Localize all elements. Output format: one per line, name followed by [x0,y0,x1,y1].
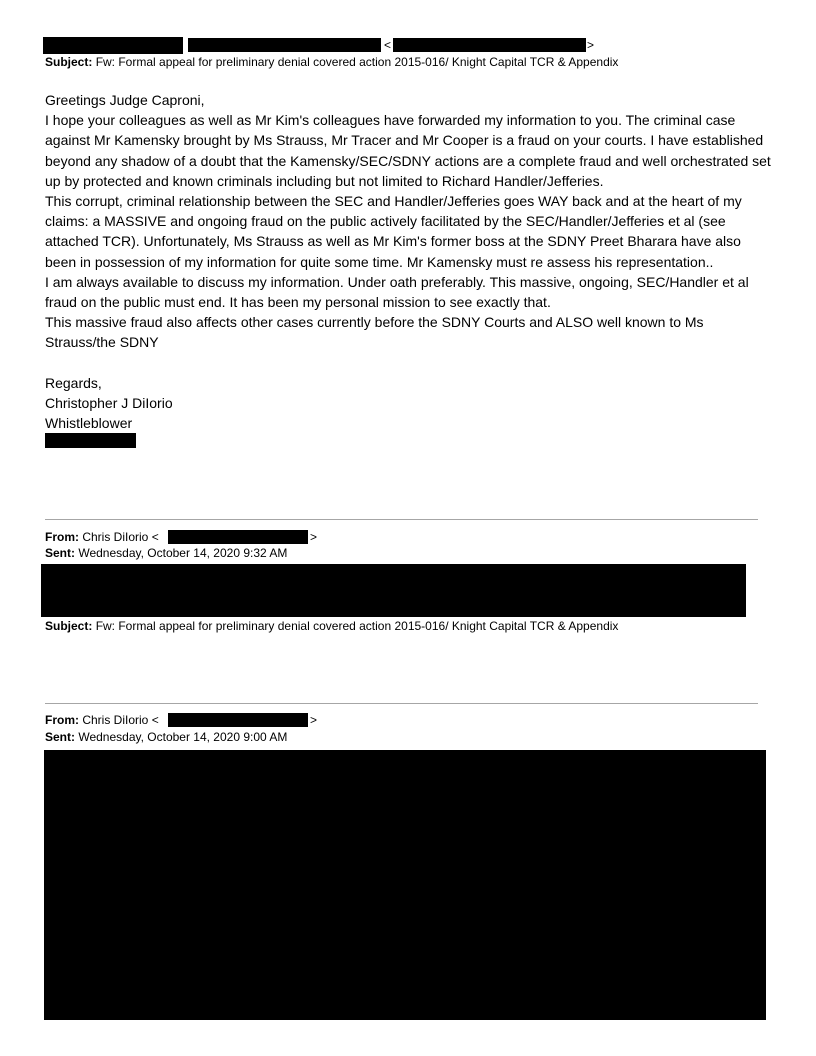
email-bracket-close: > [587,38,595,52]
subject-line [45,619,618,634]
signature-title: Whistleblower [45,415,133,432]
top-subject-line [45,55,618,70]
email-bracket-close: > [310,530,318,544]
closing: Regards, [45,374,102,391]
redacted-from-email [168,713,308,727]
redacted-from-email [168,530,308,544]
body-paragraph: This massive fraud also affects other cases currently before the SDNY Courts and ALSO well known to Ms Strauss/the SDNY [45,314,704,351]
blank-line [45,353,775,373]
redacted-large-block [44,750,766,1020]
from-value: Chris DiIorio < [82,530,159,544]
from-label: From: [45,530,79,544]
redacted-recipients-block [41,564,746,617]
redacted-sender-display [188,38,381,52]
signature-name: Christopher J DiIorio [45,395,173,412]
sent-line [45,546,287,561]
subject-label: Subject: [45,55,93,69]
body-paragraph: I am always available to discuss my information. Under oath preferably. This massive, ongoing, SEC/Handler et al fraud on the public must end. It has been my personal mission to see exactly that. [45,273,749,311]
from-line [45,530,159,545]
subject-value: Fw: Formal appeal for preliminary denial covered action 2015-016/ Knight Capital TCR & Appendix [95,619,619,633]
from-label: From: [45,713,79,727]
from-line [45,713,159,728]
sent-value: Wednesday, October 14, 2020 9:32 AM [78,546,288,560]
redacted-signature-contact [45,433,136,448]
redacted-sender-email [393,38,586,52]
email-bracket-close: > [310,713,318,727]
body-paragraph: I hope your colleagues as well as Mr Kim's colleagues have forwarded my information to you. The criminal case against Mr Kamensky brought by Ms Strauss, Mr Tracer and Mr Cooper is a fraud on your courts. I have established beyond any shadow of a doubt that the Kamensky/SEC/SDNY actions are a complete fraud and well orchestrated set up by protected and known criminals including but not limited to Richard Handler/Jefferies. [45,112,771,189]
email-body [45,90,775,433]
body-paragraph: This corrupt, criminal relationship between the SEC and Handler/Jefferies goes WAY back and at the heart of my claims: a MASSIVE and ongoing fraud on the public actively facilitated by the SEC/Handler/Jefferies et al (see attached TCR). Unfortunately, Ms Strauss as well as Mr Kim's former boss at the SDNY Preet Bharara have also been in possession of my information for quite some time. Mr Kamensky must re assess his representation.. [45,193,742,270]
subject-value: Fw: Formal appeal for preliminary denial covered action 2015-016/ Knight Capital TCR & Appendix [95,55,619,69]
greeting: Greetings Judge Caproni, [45,92,205,108]
divider [45,703,758,704]
sent-line [45,730,287,745]
sent-label: Sent: [45,546,75,560]
from-value: Chris DiIorio < [82,713,159,727]
sent-label: Sent: [45,730,75,744]
divider [45,519,758,520]
redacted-sender-name [43,37,183,54]
email-bracket-open: < [384,38,392,52]
subject-label: Subject: [45,619,93,633]
sent-value: Wednesday, October 14, 2020 9:00 AM [78,730,288,744]
